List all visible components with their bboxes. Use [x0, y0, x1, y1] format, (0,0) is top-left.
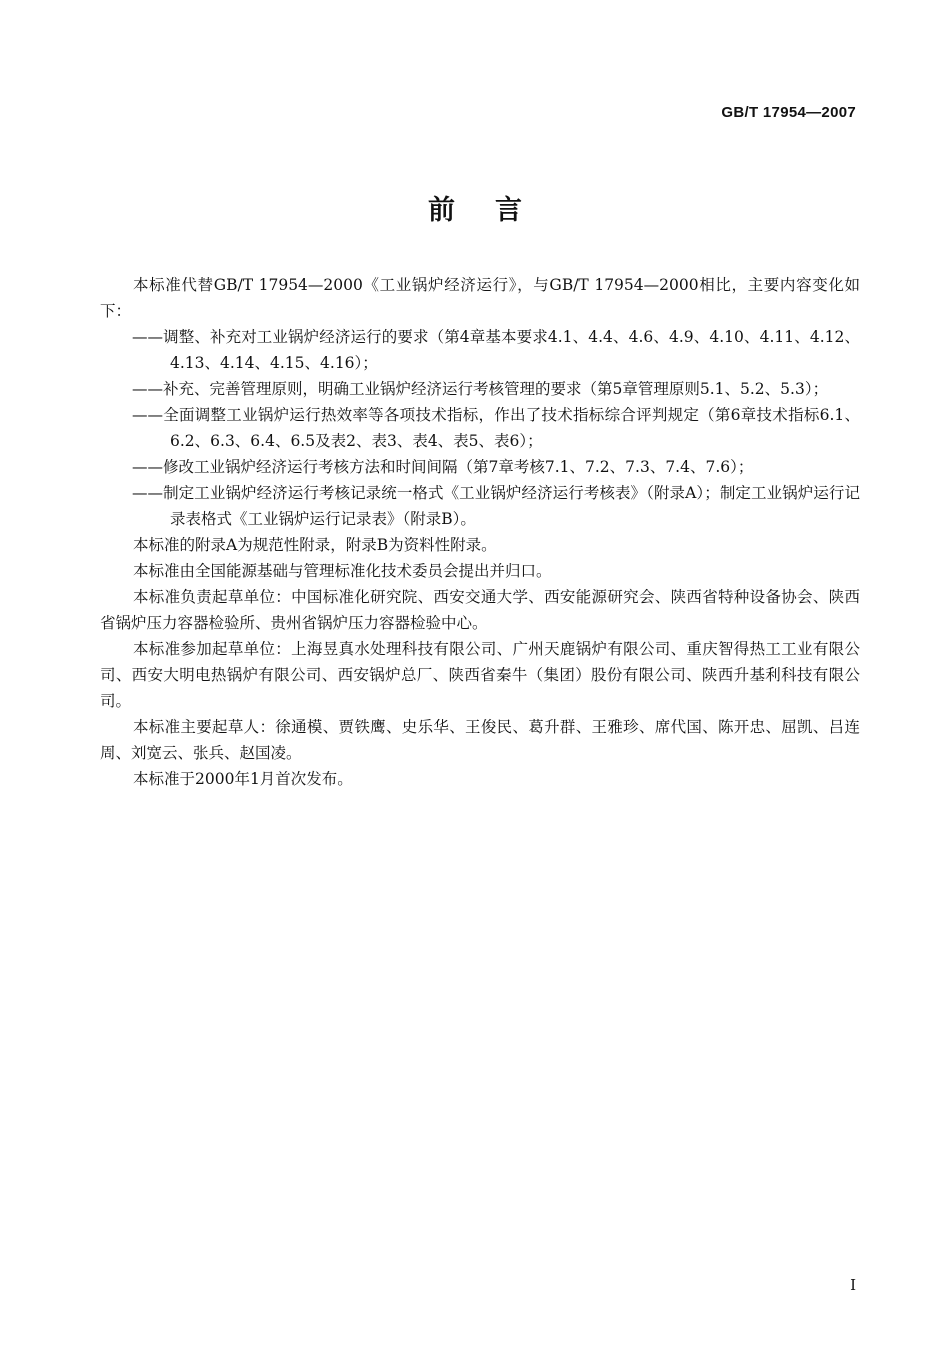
change-item: ——全面调整工业锅炉运行热效率等各项技术指标，作出了技术指标综合评判规定（第6章技术指标6.1、6.2、6.3、6.4、6.5及表2、表3、表4、表5、表6）；	[132, 406, 860, 450]
change-item: ——补充、完善管理原则，明确工业锅炉经济运行考核管理的要求（第5章管理原则5.1、5.2、5.3）；	[132, 380, 829, 398]
proposer-paragraph: 本标准由全国能源基础与管理标准化技术委员会提出并归口。	[133, 562, 552, 580]
change-item: ——调整、补充对工业锅炉经济运行的要求（第4章基本要求4.1、4.4、4.6、4.9、4.10、4.11、4.12、4.13、4.14、4.15、4.16）；	[132, 328, 860, 372]
lead-drafters-paragraph: 本标准负责起草单位：中国标准化研究院、西安交通大学、西安能源研究会、陕西省特种设备协会、陕西省锅炉压力容器检验所、贵州省锅炉压力容器检验中心。	[100, 588, 860, 632]
participating-drafters-paragraph: 本标准参加起草单位：上海昱真水处理科技有限公司、广州天鹿锅炉有限公司、重庆智得热工工业有限公司、西安大明电热锅炉有限公司、西安锅炉总厂、陕西省秦牛（集团）股份有限公司、陕西升基利科技有限公司。	[100, 640, 860, 710]
main-drafters-paragraph: 本标准主要起草人：徐通模、贾铁鹰、史乐华、王俊民、葛升群、王雅珍、席代国、陈开忠、屈凯、吕连周、刘宽云、张兵、赵国凌。	[100, 718, 860, 762]
standard-code: GB/T 17954—2007	[721, 104, 856, 121]
page-number: I	[850, 1276, 856, 1294]
intro-paragraph: 本标准代替GB/T 17954—2000《工业锅炉经济运行》，与GB/T 17954—2000相比，主要内容变化如下：	[100, 276, 860, 320]
appendix-note-paragraph: 本标准的附录A为规范性附录，附录B为资料性附录。	[133, 536, 497, 554]
page-title: 前言	[428, 195, 562, 226]
first-release-paragraph: 本标准于2000年1月首次发布。	[133, 770, 353, 788]
foreword-body	[100, 272, 860, 792]
change-item: ——制定工业锅炉经济运行考核记录统一格式《工业锅炉经济运行考核表》（附录A）；制定工业锅炉运行记录表格式《工业锅炉运行记录表》（附录B）。	[132, 484, 860, 528]
change-item: ——修改工业锅炉经济运行考核方法和时间间隔（第7章考核7.1、7.2、7.3、7.4、7.6）；	[132, 458, 754, 476]
